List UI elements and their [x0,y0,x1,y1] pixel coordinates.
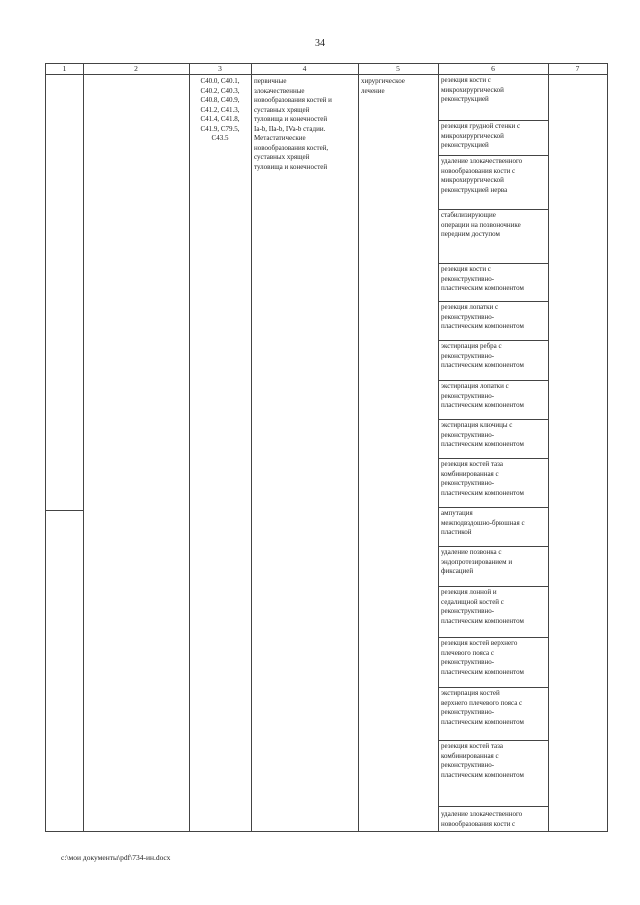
method-cell: резекция костей верхнего плечевого пояса с реконструктивно- пластическим компонентом [441,639,524,676]
method-cell: ампутация межподвздошно-брюшная с пластикой [441,509,525,536]
method-cell: экстирпация ключицы с реконструктивно- пластическим компонентом [441,421,524,448]
method-cell: экстирпация костей верхнего плечевого пояса с реконструктивно- пластическим компонентом [441,689,524,726]
file-path-footer: c:\мои документы\pdf\734-ин.docx [61,853,171,862]
header-col-3: 3 [218,64,222,73]
header-col-4: 4 [302,64,307,73]
header-col-1: 1 [62,64,67,73]
method-cell: резекция лонной и седалищной костей с реконструктивно- пластическим компонентом [441,588,524,625]
method-cell: удаление злокачественного новообразования кости с [441,810,523,828]
header-col-5: 5 [396,64,400,73]
header-col-2: 2 [134,64,138,73]
method-cell: экстирпация лопатки с реконструктивно- пластическим компонентом [441,382,524,409]
treatment-type: хирургическое лечение [361,77,405,95]
method-cell: резекция кости с реконструктивно- пластическим компонентом [441,265,524,292]
page-number: 34 [315,38,325,49]
method-cell: резекция грудной стенки с микрохирургической реконструкцией [441,122,521,149]
diagnosis: первичные злокачественные новообразования костей и суставных хрящей туловища и конечностей Ia-b, IIa-b, IVa-b стадии. Метастатические новообразования костей, суставных хрящей туловища и конечностей [254,77,332,171]
method-cell: резекция костей таза комбинированная с реконструктивно- пластическим компонентом [441,742,524,779]
icd-codes: C40.0, C40.1, C40.2, C40.3, C40.8, C40.9, C41.2, C41.3, C41.4, C41.8, C41.9, C79.5, C43.5 [200,77,240,142]
method-cell: удаление злокачественного новообразования кости с микрохирургической реконструкцией нерва [441,157,523,194]
method-cell: удаление позвонка с эндопротезированием и фиксацией [441,548,513,575]
header-col-6: 6 [491,64,495,73]
method-cell: экстирпация ребра с реконструктивно- пластическим компонентом [441,342,524,369]
method-cell: стабилизирующие операции на позвоночнике передним доступом [441,211,521,238]
header-col-7: 7 [575,64,580,73]
procedures-table [45,63,608,832]
method-cell: резекция лопатки с реконструктивно- пластическим компонентом [441,303,524,330]
method-cell: резекция костей таза комбинированная с реконструктивно- пластическим компонентом [441,460,524,497]
method-cell: резекция кости с микрохирургической реконструкцией [441,76,504,103]
